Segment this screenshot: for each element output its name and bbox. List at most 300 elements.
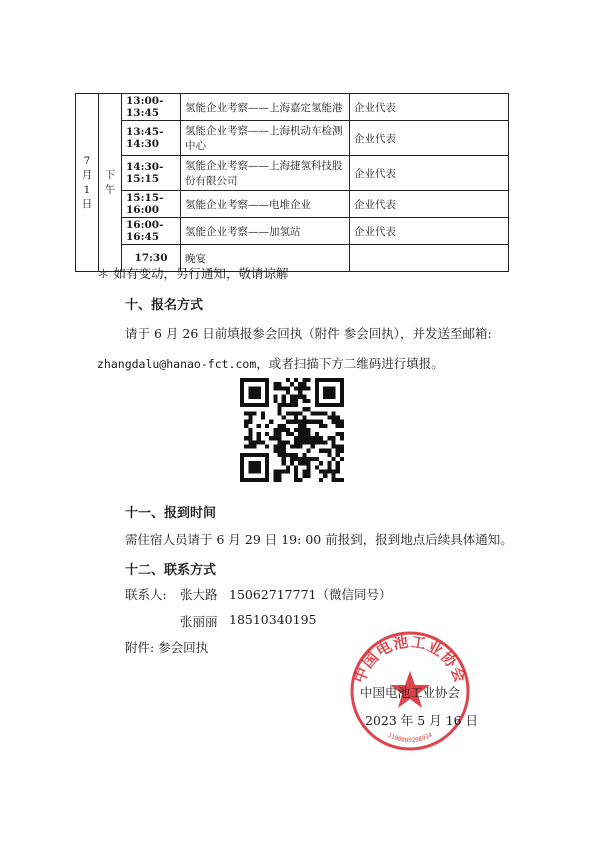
qr-module [282, 470, 286, 474]
section11-heading: 十一、报到时间 [125, 506, 217, 521]
qr-module [273, 395, 277, 399]
svg-text:1100000208934: 1100000208934 [386, 731, 434, 745]
qr-module [277, 411, 281, 415]
qr-module [315, 378, 319, 382]
period-char: 午 [104, 183, 116, 196]
qr-module [257, 465, 261, 469]
qr-module [244, 453, 248, 457]
qr-module [332, 378, 336, 382]
qr-module [240, 399, 244, 403]
qr-module [294, 399, 298, 403]
qr-module [269, 436, 273, 440]
qr-module [332, 478, 336, 482]
qr-module [240, 382, 244, 386]
qr-module [248, 415, 252, 419]
time-cell: 15:15-16:00 [122, 191, 181, 218]
qr-module [294, 378, 298, 382]
qr-module [282, 457, 286, 461]
qr-module [336, 449, 340, 453]
qr-module [311, 457, 315, 461]
qr-module [323, 424, 327, 428]
qr-module [319, 403, 323, 407]
qr-module [277, 470, 281, 474]
who-cell: 企业代表 [350, 191, 509, 218]
qr-module [273, 436, 277, 440]
qr-module [265, 457, 269, 461]
section10-line2 [97, 354, 444, 372]
qr-module [298, 457, 302, 461]
qr-module [252, 378, 256, 382]
qr-module [257, 470, 261, 474]
qr-module [298, 478, 302, 482]
qr-module [307, 474, 311, 478]
qr-module [294, 470, 298, 474]
qr-module [277, 424, 281, 428]
qr-module [298, 390, 302, 394]
qr-module [302, 470, 306, 474]
qr-module [290, 445, 294, 449]
qr-module [327, 453, 331, 457]
date-char: 日 [81, 197, 93, 210]
qr-module [336, 470, 340, 474]
qr-module [248, 420, 252, 424]
qr-module [248, 395, 252, 399]
qr-module [327, 449, 331, 453]
qr-module [307, 440, 311, 444]
contact2-phone: 18510340195 [229, 612, 317, 627]
qr-module [282, 445, 286, 449]
qr-module [336, 465, 340, 469]
time-cell: 16:00-16:45 [122, 218, 181, 245]
qr-module [340, 378, 344, 382]
qr-module [323, 390, 327, 394]
qr-module [277, 407, 281, 411]
qr-module [302, 382, 306, 386]
topic-cell: 氢能企业考察——加氢站 [181, 218, 350, 245]
qr-module [336, 432, 340, 436]
qr-module [248, 465, 252, 469]
qr-module [307, 407, 311, 411]
qr-module [319, 478, 323, 482]
qr-module [240, 478, 244, 482]
qr-module [319, 449, 323, 453]
qr-module [307, 461, 311, 465]
qr-module [290, 457, 294, 461]
qr-module [277, 478, 281, 482]
qr-module [340, 395, 344, 399]
qr-module [323, 378, 327, 382]
qr-module [323, 449, 327, 453]
qr-module [311, 420, 315, 424]
qr-module [294, 478, 298, 482]
qr-module [315, 382, 319, 386]
qr-module [261, 415, 265, 419]
qr-module [302, 440, 306, 444]
qr-module [332, 436, 336, 440]
qr-module [286, 465, 290, 469]
qr-module [277, 386, 281, 390]
date-char: 1 [83, 183, 91, 196]
qr-module [265, 424, 269, 428]
qr-module [307, 432, 311, 436]
qr-module [240, 457, 244, 461]
topic-cell: 晚宴 [181, 245, 350, 272]
qr-module [315, 420, 319, 424]
time-cell: 13:45-14:30 [122, 121, 181, 156]
qr-module [294, 445, 298, 449]
qr-module [302, 424, 306, 428]
table-row [76, 94, 509, 121]
qr-module [315, 403, 319, 407]
qr-module [244, 378, 248, 382]
qr-module [248, 403, 252, 407]
schedule-table [75, 93, 509, 272]
qr-module [286, 453, 290, 457]
qr-module [273, 382, 277, 386]
qr-module [248, 470, 252, 474]
qr-module [315, 395, 319, 399]
qr-module [302, 420, 306, 424]
qr-module [265, 386, 269, 390]
qr-module [265, 478, 269, 482]
qr-module [323, 403, 327, 407]
qr-module [240, 470, 244, 474]
qr-module [290, 411, 294, 415]
qr-module [307, 420, 311, 424]
qr-module [298, 428, 302, 432]
qr-module [261, 411, 265, 415]
qr-module [332, 440, 336, 444]
qr-module [273, 470, 277, 474]
qr-module [294, 395, 298, 399]
qr-module [340, 386, 344, 390]
qr-module [311, 411, 315, 415]
qr-code[interactable] [240, 378, 344, 482]
qr-module [261, 453, 265, 457]
svg-text:中国电池工业协会: 中国电池工业协会 [350, 632, 470, 686]
qr-module [277, 445, 281, 449]
qr-module [248, 411, 252, 415]
qr-module [298, 461, 302, 465]
qr-module [244, 411, 248, 415]
qr-module [277, 440, 281, 444]
qr-module [252, 440, 256, 444]
qr-module [257, 403, 261, 407]
qr-module [277, 403, 281, 407]
qr-module [302, 386, 306, 390]
qr-module [277, 428, 281, 432]
qr-module [340, 382, 344, 386]
qr-module [257, 386, 261, 390]
qr-module [282, 386, 286, 390]
who-cell [350, 245, 509, 272]
qr-module [302, 395, 306, 399]
qr-module [323, 395, 327, 399]
qr-module [332, 470, 336, 474]
qr-module [257, 378, 261, 382]
qr-module [294, 457, 298, 461]
qr-module [282, 449, 286, 453]
qr-module [332, 390, 336, 394]
qr-module [240, 465, 244, 469]
qr-module [315, 457, 319, 461]
qr-module [261, 478, 265, 482]
qr-module [332, 474, 336, 478]
table-row [76, 191, 509, 218]
topic-cell: 氢能企业考察——上海嘉定氢能港 [181, 94, 350, 121]
qr-module [327, 465, 331, 469]
table-row [76, 121, 509, 156]
qr-module [240, 474, 244, 478]
qr-module [248, 428, 252, 432]
time-cell: 14:30-15:15 [122, 156, 181, 191]
qr-module [286, 390, 290, 394]
qr-module [302, 474, 306, 478]
qr-module [277, 436, 281, 440]
qr-module [311, 436, 315, 440]
qr-module [336, 420, 340, 424]
qr-module [257, 440, 261, 444]
qr-module [265, 395, 269, 399]
qr-module [294, 465, 298, 469]
qr-module [257, 424, 261, 428]
qr-module [282, 399, 286, 403]
qr-module [294, 474, 298, 478]
qr-module [252, 470, 256, 474]
period-cell [99, 94, 122, 272]
contact-label: 联系人: [125, 587, 167, 602]
qr-module [340, 432, 344, 436]
qr-module [323, 474, 327, 478]
qr-module [302, 461, 306, 465]
who-cell: 企业代表 [350, 156, 509, 191]
qr-module [261, 378, 265, 382]
qr-module [273, 399, 277, 403]
qr-module [290, 395, 294, 399]
qr-module [265, 474, 269, 478]
qr-module [265, 382, 269, 386]
email-link[interactable]: zhangdalu@hanao-fct.com [97, 357, 257, 371]
qr-module [315, 386, 319, 390]
qr-module [319, 461, 323, 465]
qr-module [265, 399, 269, 403]
qr-module [307, 470, 311, 474]
qr-module [315, 390, 319, 394]
qr-module [298, 411, 302, 415]
qr-module [290, 432, 294, 436]
qr-module [265, 403, 269, 407]
qr-module [273, 432, 277, 436]
qr-module [336, 478, 340, 482]
qr-module [257, 395, 261, 399]
qr-module [286, 386, 290, 390]
qr-module [265, 378, 269, 382]
qr-module [248, 390, 252, 394]
qr-module [252, 395, 256, 399]
qr-module [294, 411, 298, 415]
qr-module [252, 445, 256, 449]
qr-module [340, 424, 344, 428]
qr-module [277, 453, 281, 457]
qr-module [273, 474, 277, 478]
qr-module [282, 415, 286, 419]
qr-module [286, 378, 290, 382]
qr-module [290, 403, 294, 407]
qr-module [319, 440, 323, 444]
qr-module [298, 445, 302, 449]
qr-module [286, 411, 290, 415]
qr-module [240, 461, 244, 465]
qr-module [327, 470, 331, 474]
qr-module [298, 420, 302, 424]
qr-module [319, 420, 323, 424]
qr-module [248, 478, 252, 482]
qr-module [323, 411, 327, 415]
qr-module [244, 420, 248, 424]
qr-module [265, 465, 269, 469]
qr-module [248, 445, 252, 449]
qr-module [327, 386, 331, 390]
topic-cell: 氢能企业考察——上海捷氢科技股份有限公司 [181, 156, 350, 191]
qr-module [286, 420, 290, 424]
qr-module [277, 432, 281, 436]
qr-module [294, 420, 298, 424]
qr-module [332, 420, 336, 424]
qr-module [302, 453, 306, 457]
qr-module [290, 453, 294, 457]
qr-module [244, 403, 248, 407]
qr-module [294, 453, 298, 457]
qr-module [340, 457, 344, 461]
qr-module [252, 453, 256, 457]
qr-module [336, 403, 340, 407]
qr-module [252, 403, 256, 407]
signature-org: 中国电池工业协会 [360, 685, 461, 700]
qr-module [265, 445, 269, 449]
qr-module [332, 403, 336, 407]
qr-module [307, 436, 311, 440]
qr-module [290, 382, 294, 386]
qr-module [327, 461, 331, 465]
section10-line1: 请于 6 月 26 日前填报参会回执（附件 参会回执），并发送至邮箱: [125, 326, 492, 341]
qr-module [302, 457, 306, 461]
qr-module [244, 436, 248, 440]
qr-module [294, 415, 298, 419]
qr-module [340, 403, 344, 407]
qr-module [257, 390, 261, 394]
section10-line2-text: ，或者扫描下方二维码进行填报。 [256, 356, 444, 371]
qr-module [265, 432, 269, 436]
qr-module [332, 411, 336, 415]
qr-module [265, 470, 269, 474]
qr-module [336, 461, 340, 465]
qr-module [298, 382, 302, 386]
date-char: 7 [83, 155, 91, 168]
qr-module [315, 465, 319, 469]
qr-module [248, 386, 252, 390]
attachment-line: 附件: 参会回执 [125, 640, 209, 655]
qr-module [248, 378, 252, 382]
qr-module [307, 386, 311, 390]
qr-module [340, 390, 344, 394]
section11-line: 需住宿人员请于 6 月 29 日 19: 00 前报到，报到地点后续具体通知。 [125, 532, 513, 547]
qr-module [257, 432, 261, 436]
qr-module [290, 399, 294, 403]
qr-module [282, 403, 286, 407]
contact2-name: 张丽丽 [180, 614, 218, 629]
qr-module [307, 465, 311, 469]
qr-module [286, 440, 290, 444]
qr-module [302, 428, 306, 432]
qr-module [290, 461, 294, 465]
qr-module [298, 386, 302, 390]
qr-module [311, 440, 315, 444]
qr-module [298, 395, 302, 399]
qr-module [302, 432, 306, 436]
qr-module [273, 449, 277, 453]
qr-module [273, 445, 277, 449]
date-cell [76, 94, 99, 272]
change-note: ＊ 如有变动，另行通知，敬请谅解 [97, 266, 289, 281]
qr-module [273, 386, 277, 390]
qr-module [277, 449, 281, 453]
qr-module [265, 390, 269, 394]
qr-module [248, 461, 252, 465]
qr-module [315, 399, 319, 403]
qr-module [240, 386, 244, 390]
qr-module [323, 470, 327, 474]
qr-module [290, 420, 294, 424]
qr-module [265, 461, 269, 465]
qr-module [240, 395, 244, 399]
qr-module [273, 478, 277, 482]
qr-module [286, 428, 290, 432]
qr-module [340, 436, 344, 440]
qr-module [340, 399, 344, 403]
qr-module [294, 403, 298, 407]
qr-module [332, 415, 336, 419]
qr-module [336, 424, 340, 428]
topic-cell: 氢能企业考察——电堆企业 [181, 191, 350, 218]
qr-module [319, 424, 323, 428]
qr-module [302, 407, 306, 411]
qr-module [282, 395, 286, 399]
qr-module [252, 461, 256, 465]
qr-module [265, 453, 269, 457]
qr-module [248, 453, 252, 457]
table-row [76, 156, 509, 191]
qr-module [319, 470, 323, 474]
qr-module [294, 386, 298, 390]
qr-module [332, 445, 336, 449]
qr-module [327, 415, 331, 419]
table-row [76, 218, 509, 245]
qr-module [307, 378, 311, 382]
section12-heading: 十二、联系方式 [125, 563, 217, 578]
qr-module [244, 478, 248, 482]
qr-module [307, 457, 311, 461]
contact1-name: 张大路 [180, 587, 218, 602]
qr-module [248, 440, 252, 444]
qr-module [336, 415, 340, 419]
qr-module [336, 453, 340, 457]
qr-module [240, 378, 244, 382]
qr-module [323, 386, 327, 390]
qr-module [315, 432, 319, 436]
qr-module [286, 403, 290, 407]
qr-module [340, 478, 344, 482]
date-char: 月 [81, 169, 93, 182]
